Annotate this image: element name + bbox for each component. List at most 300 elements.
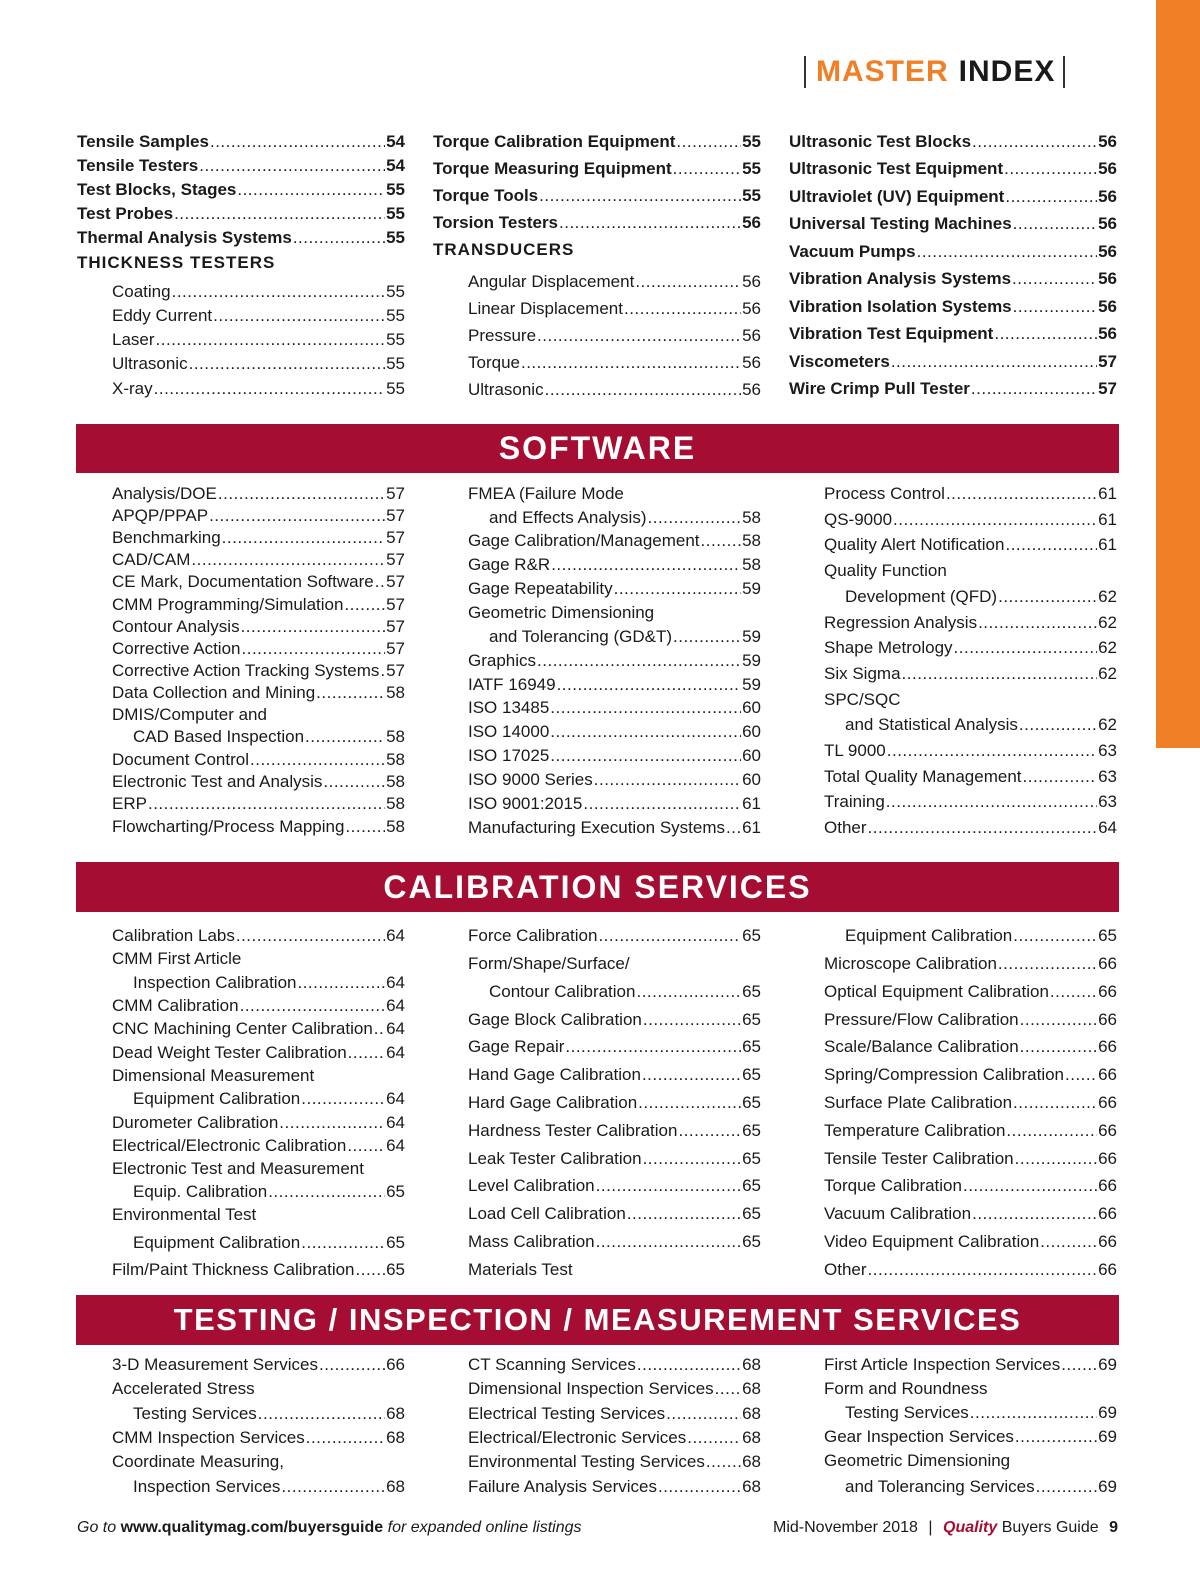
dot-leader [213, 306, 385, 326]
index-entry-label: Eddy Current [112, 306, 213, 325]
index-entry [112, 794, 405, 814]
dot-leader [1006, 1121, 1097, 1141]
dot-leader [648, 508, 742, 528]
index-entry [112, 1182, 405, 1202]
index-entry [468, 1204, 761, 1224]
index-entry [112, 1089, 405, 1109]
index-entry-label: ISO 14000 [468, 722, 550, 741]
software-column-1 [112, 484, 405, 844]
index-entry-label: Development (QFD) [845, 587, 998, 606]
dot-leader [676, 132, 741, 152]
index-entry [824, 1037, 1117, 1057]
dot-leader [902, 664, 1098, 684]
dot-leader [715, 1379, 741, 1399]
index-entry-heading [112, 1379, 405, 1399]
index-entry [468, 555, 761, 575]
dot-leader [666, 1404, 741, 1424]
index-entry [468, 1452, 761, 1472]
dot-leader [891, 352, 1097, 372]
index-entry [112, 282, 405, 302]
dot-leader [1005, 187, 1097, 207]
index-entry-page: 69 [1098, 1355, 1117, 1374]
index-entry [468, 1404, 761, 1424]
dot-leader [978, 613, 1097, 633]
index-entry-label: ISO 17025 [468, 746, 550, 765]
index-entry-label: Electrical Testing Services [468, 1404, 666, 1423]
index-entry-label: Universal Testing Machines [789, 214, 1012, 233]
index-entry [824, 664, 1117, 684]
dot-leader [1015, 1427, 1097, 1447]
index-entry-label: Spring/Compression Calibration [824, 1065, 1065, 1084]
index-entry [468, 1428, 761, 1448]
dot-leader [240, 996, 385, 1016]
subhead-transducers: TRANSDUCERS [433, 240, 575, 259]
index-entry [824, 1477, 1117, 1497]
index-entry-page: 55 [386, 228, 405, 247]
index-entry-page: 57 [386, 639, 405, 658]
index-entry-page: 66 [1098, 1093, 1117, 1112]
dot-leader [594, 770, 741, 790]
index-entry-page: 56 [742, 380, 761, 399]
dot-leader [701, 531, 742, 551]
index-entry [112, 1043, 405, 1063]
index-entry [468, 926, 761, 946]
index-entry-label: Tensile Samples [77, 132, 209, 151]
index-entry-label: Contour Calibration [489, 982, 636, 1001]
index-entry-label: Ultrasonic Test Blocks [789, 132, 972, 151]
index-entry-label: Other [824, 818, 867, 837]
title-divider-right [1063, 56, 1065, 88]
index-entry-label: Angular Displacement [468, 272, 635, 291]
index-entry [112, 683, 405, 703]
index-entry-label: ISO 13485 [468, 698, 550, 717]
index-entry [468, 353, 761, 373]
index-entry-label: Torque Calibration [824, 1176, 962, 1195]
index-entry-page: 58 [742, 508, 761, 527]
index-entry-label: Form/Shape/Surface/ [468, 954, 630, 973]
dot-leader [348, 1043, 385, 1063]
index-entry [468, 380, 761, 400]
index-entry [468, 698, 761, 718]
index-entry [112, 1260, 405, 1280]
index-entry [112, 379, 405, 399]
dot-leader [345, 817, 385, 837]
footer-guide: Buyers Guide [1001, 1519, 1099, 1536]
testing-column-1 [112, 1355, 405, 1505]
index-entry-label: TL 9000 [824, 741, 886, 760]
dot-leader [1013, 1093, 1097, 1113]
index-entry-label: Gear Inspection Services [824, 1427, 1014, 1446]
index-entry-label: Regression Analysis [824, 613, 978, 632]
dot-leader [172, 282, 385, 302]
index-entry-page: 64 [386, 1136, 405, 1155]
index-entry-heading [824, 690, 1117, 710]
index-entry-label: Optical Equipment Calibration [824, 982, 1049, 1001]
index-entry [468, 1121, 761, 1141]
dot-leader [539, 186, 741, 206]
index-entry [824, 1065, 1117, 1085]
index-entry [77, 180, 405, 200]
subhead-thickness-testers: THICKNESS TESTERS [77, 253, 276, 272]
footer-issue: Mid-November 2018 [773, 1519, 918, 1536]
index-entry-label: Vibration Isolation Systems [789, 297, 1012, 316]
calibration-column-1 [112, 926, 405, 1286]
index-entry-page: 58 [386, 750, 405, 769]
dot-leader [1020, 1010, 1097, 1030]
index-entry [468, 1093, 761, 1113]
dot-leader [726, 818, 741, 838]
index-entry-label: Ultrasonic [112, 354, 188, 373]
index-entry-page: 55 [386, 354, 405, 373]
index-entry-page: 66 [1098, 1232, 1117, 1251]
index-entry-label: Calibration Labs [112, 926, 235, 945]
index-entry [468, 1149, 761, 1169]
index-entry [112, 306, 405, 326]
index-entry-page: 54 [386, 156, 405, 175]
dot-leader [1061, 1355, 1097, 1375]
dot-leader [614, 579, 741, 599]
index-entry-label: Analysis/DOE [112, 484, 217, 503]
index-entry-page: 65 [742, 1232, 761, 1251]
dot-leader [624, 299, 741, 319]
index-entry [789, 214, 1117, 234]
index-entry [112, 1113, 405, 1133]
index-entry [468, 1232, 761, 1252]
index-entry-label: CNC Machining Center Calibration [112, 1019, 373, 1038]
software-column-2 [468, 484, 761, 844]
index-entry-label: CMM Calibration [112, 996, 239, 1015]
index-entry-label: and Tolerancing (GD&T) [489, 627, 672, 646]
index-entry-label: Equipment Calibration [133, 1089, 301, 1108]
index-entry-label: Data Collection and Mining [112, 683, 316, 702]
index-entry-page: 61 [742, 794, 761, 813]
index-entry [468, 1355, 761, 1375]
testing-column-2 [468, 1355, 761, 1505]
index-entry-page: 65 [742, 1093, 761, 1112]
title-master: MASTER [816, 55, 949, 88]
dot-leader [537, 651, 741, 671]
index-entry [112, 354, 405, 374]
index-entry-heading [824, 561, 1117, 581]
index-entry [824, 1232, 1117, 1252]
index-entry-page: 57 [1098, 379, 1117, 398]
dot-leader [893, 510, 1097, 530]
calibration-column-3 [824, 926, 1117, 1286]
index-entry [433, 213, 761, 233]
dot-leader [174, 204, 385, 224]
dot-leader [356, 1260, 386, 1280]
index-entry-label: Electronic Test and Analysis [112, 772, 323, 791]
index-entry [468, 1379, 761, 1399]
dot-leader [673, 159, 741, 179]
index-entry-heading [112, 705, 405, 725]
calibration-column-2 [468, 926, 761, 1286]
footer-online-listings [77, 1519, 582, 1537]
index-entry-label: and Statistical Analysis [845, 715, 1018, 734]
index-entry-page: 58 [742, 531, 761, 550]
index-entry [112, 1428, 405, 1448]
index-entry [112, 1404, 405, 1424]
dot-leader [301, 1233, 385, 1253]
index-entry-label: Test Blocks, Stages [77, 180, 237, 199]
index-entry-label: Torque Measuring Equipment [433, 159, 672, 178]
index-entry [824, 1403, 1117, 1423]
dot-leader [189, 354, 385, 374]
index-entry [789, 187, 1117, 207]
index-entry [468, 1477, 761, 1497]
title-index: INDEX [958, 55, 1056, 88]
dot-leader [375, 572, 385, 592]
index-entry [468, 1176, 761, 1196]
dot-leader [970, 1403, 1097, 1423]
index-entry-label: IATF 16949 [468, 675, 556, 694]
dot-leader [596, 1232, 741, 1252]
index-entry [789, 379, 1117, 399]
index-entry [112, 996, 405, 1016]
dot-leader [347, 1136, 385, 1156]
index-entry-label: Form and Roundness [824, 1379, 988, 1398]
dot-leader [868, 1260, 1098, 1280]
index-entry-label: Dimensional Measurement [112, 1066, 315, 1085]
index-entry [77, 228, 405, 248]
index-entry-label: Level Calibration [468, 1176, 595, 1195]
index-entry-label: Graphics [468, 651, 537, 670]
dot-leader [268, 1182, 385, 1202]
dot-leader [380, 661, 385, 681]
index-entry-label: Dead Weight Tester Calibration [112, 1043, 347, 1062]
index-entry-page: 58 [386, 683, 405, 702]
dot-leader [199, 156, 385, 176]
index-entry-label: QS-9000 [824, 510, 893, 529]
index-entry-page: 57 [1098, 352, 1117, 371]
index-entry [824, 587, 1117, 607]
index-entry-label: Video Equipment Calibration [824, 1232, 1040, 1251]
index-entry-label: Surface Plate Calibration [824, 1093, 1013, 1112]
index-entry-page: 66 [1098, 1149, 1117, 1168]
index-entry [433, 159, 761, 179]
index-entry-label: Environmental Testing Services [468, 1452, 705, 1471]
footer-page-number: 9 [1109, 1519, 1118, 1536]
index-entry-label: Vacuum Calibration [824, 1204, 972, 1223]
index-entry-label: Film/Paint Thickness Calibration [112, 1260, 355, 1279]
index-entry [468, 675, 761, 695]
software-column-3 [824, 484, 1117, 844]
index-entry-page: 57 [386, 484, 405, 503]
dot-leader [1005, 535, 1097, 555]
index-entry [824, 638, 1117, 658]
index-entry-page: 65 [742, 1010, 761, 1029]
index-entry-page: 64 [386, 1089, 405, 1108]
index-entry-page: 56 [742, 213, 761, 232]
index-entry-page: 68 [386, 1428, 405, 1447]
index-entry-page: 66 [1098, 1260, 1117, 1279]
index-entry-page: 57 [386, 661, 405, 680]
index-entry-label: CMM First Article [112, 949, 242, 968]
index-entry-page: 62 [1098, 587, 1117, 606]
index-entry-label: Environmental Test [112, 1205, 257, 1224]
dot-leader [706, 1452, 741, 1472]
index-entry-page: 61 [1098, 535, 1117, 554]
dot-leader [1019, 715, 1097, 735]
index-entry-label: Hard Gage Calibration [468, 1093, 638, 1112]
index-entry-page: 61 [1098, 484, 1117, 503]
index-entry-label: Electrical/Electronic Calibration [112, 1136, 347, 1155]
index-entry [824, 767, 1117, 787]
index-entry-heading [112, 1066, 405, 1086]
index-entry-heading [468, 484, 761, 504]
index-entry-page: 62 [1098, 638, 1117, 657]
index-entry-label: Torque Calibration Equipment [433, 132, 676, 151]
index-entry-page: 65 [742, 1204, 761, 1223]
index-entry-page: 64 [1098, 818, 1117, 837]
index-entry [789, 132, 1117, 152]
index-entry [824, 1149, 1117, 1169]
dot-leader [222, 528, 385, 548]
index-entry-label: Electrical/Electronic Services [468, 1428, 687, 1447]
index-entry-label: Durometer Calibration [112, 1113, 279, 1132]
index-entry-page: 66 [1098, 1176, 1117, 1195]
index-entry-label: Testing Services [845, 1403, 969, 1422]
index-entry-page: 57 [386, 572, 405, 591]
index-entry [112, 550, 405, 570]
index-entry [824, 510, 1117, 530]
index-entry [824, 1355, 1117, 1375]
index-entry [824, 926, 1117, 946]
index-entry-page: 54 [386, 132, 405, 151]
index-entry-label: ISO 9000 Series [468, 770, 593, 789]
dot-leader [1015, 1149, 1097, 1169]
index-entry-page: 65 [386, 1182, 405, 1201]
index-entry [77, 204, 405, 224]
index-entry-label: Process Control [824, 484, 945, 503]
dot-leader [156, 330, 386, 350]
index-entry-label: Ultrasonic Test Equipment [789, 159, 1004, 178]
dot-leader [971, 379, 1097, 399]
dot-leader [1013, 214, 1097, 234]
index-entry-label: Thermal Analysis Systems [77, 228, 292, 247]
index-entry-page: 68 [742, 1477, 761, 1496]
index-entry-heading [112, 1159, 405, 1179]
index-entry-label: Benchmarking [112, 528, 221, 547]
index-entry-page: 59 [742, 627, 761, 646]
dot-leader [972, 1204, 1097, 1224]
index-entry [112, 639, 405, 659]
dot-leader [537, 326, 741, 346]
footer-url[interactable]: www.qualitymag.com/buyersguide [120, 1519, 384, 1536]
index-entry-label: Gage Calibration/Management [468, 531, 700, 550]
index-entry-page: 60 [742, 770, 761, 789]
dot-leader [1040, 1232, 1097, 1252]
index-entry [112, 1355, 405, 1375]
index-entry-label: Force Calibration [468, 926, 598, 945]
index-entry [468, 982, 761, 1002]
dot-leader [565, 1037, 741, 1057]
index-entry-page: 64 [386, 1113, 405, 1132]
index-entry-page: 57 [386, 617, 405, 636]
dot-leader [1023, 767, 1098, 787]
index-entry [824, 1204, 1117, 1224]
index-entry-label: Torque [468, 353, 520, 372]
index-entry-label: Inspection Calibration [133, 973, 297, 992]
index-entry-label: and Tolerancing Services [845, 1477, 1035, 1496]
index-entry-page: 56 [742, 326, 761, 345]
index-entry-page: 57 [386, 595, 405, 614]
index-entry-page: 56 [1098, 187, 1117, 206]
dot-leader [636, 982, 741, 1002]
index-entry [112, 1136, 405, 1156]
index-entry-label: Corrective Action Tracking Systems [112, 661, 380, 680]
top-column-2 [433, 132, 761, 242]
index-entry [468, 627, 761, 647]
index-entry [112, 727, 405, 747]
index-entry-label: Dimensional Inspection Services [468, 1379, 714, 1398]
transducers-list [468, 272, 761, 402]
index-entry [824, 792, 1117, 812]
index-entry-page: 58 [386, 817, 405, 836]
index-entry-label: and Effects Analysis) [489, 508, 647, 527]
dot-leader [191, 550, 385, 570]
index-entry-label: Pressure [468, 326, 537, 345]
index-entry-label: Document Control [112, 750, 250, 769]
top-column-3 [789, 132, 1117, 402]
dot-leader [642, 1065, 741, 1085]
dot-leader [1004, 159, 1097, 179]
index-entry [112, 772, 405, 792]
index-entry [468, 508, 761, 528]
index-entry-page: 58 [386, 727, 405, 746]
index-entry-page: 60 [742, 722, 761, 741]
index-entry-label: CMM Inspection Services [112, 1428, 305, 1447]
index-entry-page: 69 [1098, 1403, 1117, 1422]
index-entry [789, 324, 1117, 344]
index-entry [468, 770, 761, 790]
index-entry-page: 56 [1098, 132, 1117, 151]
index-entry-page: 66 [1098, 1037, 1117, 1056]
dot-leader [250, 750, 385, 770]
index-entry [112, 330, 405, 350]
dot-leader [627, 1204, 741, 1224]
dot-leader [946, 484, 1097, 504]
index-entry-page: 64 [386, 1019, 405, 1038]
index-entry-page: 64 [386, 926, 405, 945]
footer-divider: | [928, 1519, 933, 1536]
index-entry [112, 661, 405, 681]
index-entry [112, 484, 405, 504]
index-entry-label: Inspection Services [133, 1477, 281, 1496]
dot-leader [658, 1477, 741, 1497]
dot-leader [323, 772, 385, 792]
index-entry-page: 65 [742, 1037, 761, 1056]
index-entry [112, 528, 405, 548]
index-entry [468, 794, 761, 814]
index-entry-page: 55 [386, 306, 405, 325]
index-entry-page: 56 [1098, 214, 1117, 233]
index-entry-label: Geometric Dimensioning [824, 1451, 1011, 1470]
index-entry-page: 69 [1098, 1427, 1117, 1446]
index-entry-heading [112, 949, 405, 969]
index-entry-heading [112, 1452, 405, 1472]
dot-leader [638, 1093, 741, 1113]
dot-leader [210, 132, 385, 152]
banner-software: SOFTWARE [76, 424, 1119, 473]
dot-leader [236, 926, 385, 946]
index-entry [468, 579, 761, 599]
footer-brand: Quality [943, 1519, 998, 1536]
index-entry-label: Hardness Tester Calibration [468, 1121, 678, 1140]
index-entry-page: 62 [1098, 613, 1117, 632]
footer-tail: for expanded online listings [387, 1519, 582, 1536]
index-entry [789, 159, 1117, 179]
